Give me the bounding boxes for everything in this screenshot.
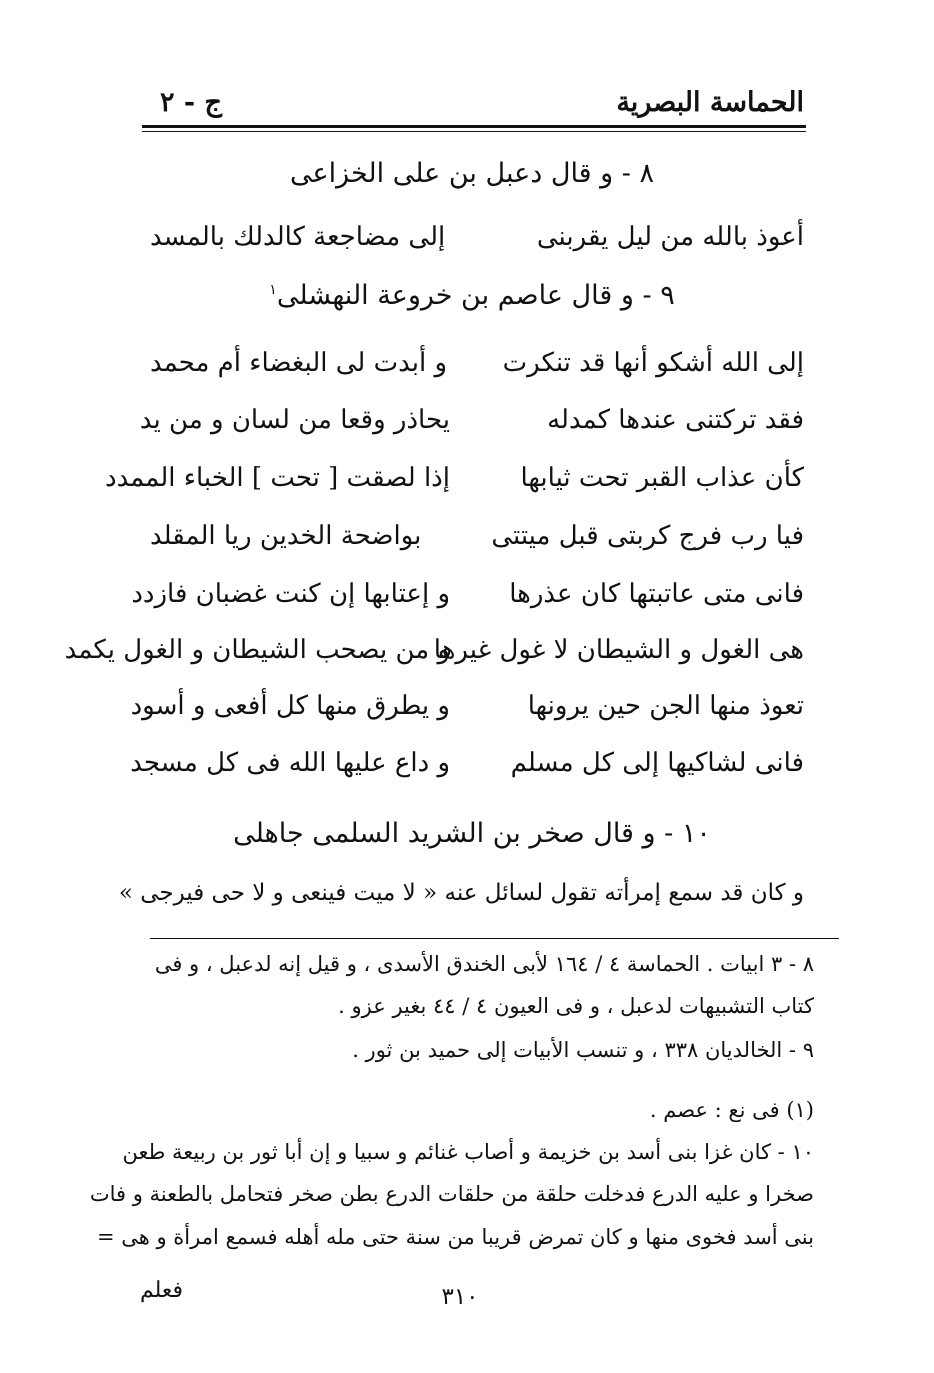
running-head <box>160 82 804 122</box>
first-hemistich: فانى لشاكيها إلى كل مسلم <box>510 748 804 778</box>
page-number: ٣١٠ <box>441 1284 479 1310</box>
poem-heading-9 <box>140 280 804 311</box>
second-hemistich: إذا لصقت [ تحت ] الخباء الممدد <box>105 463 450 493</box>
poem-heading-8: ٨ - و قال دعبل بن على الخزاعى <box>289 158 655 189</box>
verse-line <box>131 571 804 617</box>
second-hemistich: و داع عليها الله فى كل مسجد <box>130 748 450 778</box>
second-hemistich: و من يصحب الشيطان و الغول يكمد <box>64 635 450 665</box>
second-hemistich: يحاذر وقعا من لسان و من يد <box>139 405 450 435</box>
verse-line <box>64 627 804 673</box>
footnote-line: صخرا و عليه الدرع فدخلت حلقة من حلقات الدرع بطن صخر فتحامل بالطعنة و فات <box>89 1182 814 1206</box>
header-rule-thick <box>142 125 806 128</box>
second-hemistich: و يطرق منها كل أفعى و أسود <box>130 691 450 721</box>
first-hemistich: فيا رب فرج كربتى قبل ميتتى <box>491 521 804 551</box>
verse-line <box>130 740 804 786</box>
first-hemistich: تعوذ منها الجن حين يرونها <box>527 691 804 721</box>
first-hemistich: كأن عذاب القبر تحت ثيابها <box>520 463 804 493</box>
footnote-line: ١٠ - كان غزا بنى أسد بن خزيمة و أصاب غنائم و سبيا و إن أبا ثور بن ربيعة طعن <box>122 1140 814 1164</box>
second-hemistich: و أبدت لى البغضاء أم محمد <box>150 348 447 378</box>
heading-text: ٩ - و قال عاصم بن خروعة النهشلى <box>276 280 675 311</box>
footnote-line: بنى أسد فخوى منها و كان تمرض قريبا من سنة حتى مله أهله فسمع امرأة و هى = <box>96 1225 814 1249</box>
first-hemistich: إلى الله أشكو أنها قد تنكرت <box>502 348 804 378</box>
second-hemistich: و إعتابها إن كنت غضبان فازدد <box>131 579 450 609</box>
verse-line <box>105 455 804 501</box>
first-hemistich: أعوذ بالله من ليل يقربنى <box>536 222 804 252</box>
header-rule-thin <box>142 131 806 132</box>
verse-line <box>150 214 804 260</box>
second-hemistich: بواضحة الخدين ريا المقلد <box>150 521 422 551</box>
first-hemistich: فقد تركتنى عندها كمدله <box>547 405 804 435</box>
verse-line <box>150 513 804 559</box>
footnote-line: (١) فى نع : عصم . <box>649 1098 814 1122</box>
verse-line <box>150 340 804 386</box>
poem-intro: و كان قد سمع إمرأته تقول لسائل عنه « لا ميت فينعى و لا حى فيرجى » <box>118 880 804 906</box>
first-hemistich: فانى متى عاتبتها كان عذرها <box>509 579 804 609</box>
poem-heading-10: ١٠ - و قال صخر بن الشريد السلمى جاهلى <box>233 818 711 849</box>
book-title: الحماسة البصرية <box>616 86 804 118</box>
note-mark: ١ <box>269 282 277 298</box>
footnote-line: ٩ - الخالديان ٣٣٨ ، و تنسب الأبيات إلى حميد بن ثور . <box>352 1038 814 1062</box>
verse-line <box>139 397 804 443</box>
footnote-separator <box>150 938 839 939</box>
footnote-line: كتاب التشبيهات لدعبل ، و فى العيون ٤ / ٤٤ بغير عزو . <box>338 994 814 1018</box>
footnote-line: ٨ - ٣ ابيات . الحماسة ٤ / ١٦٤ لأبى الخندق الأسدى ، و قيل إنه لدعبل ، و فى <box>154 952 814 976</box>
first-hemistich: هى الغول و الشيطان لا غول غيرها <box>433 635 804 665</box>
volume-label: ج - ٢ <box>160 86 222 118</box>
catchword: فعلم <box>140 1278 184 1303</box>
verse-line <box>130 683 804 729</box>
second-hemistich: إلى مضاجعة كالدلك بالمسد <box>150 222 446 252</box>
